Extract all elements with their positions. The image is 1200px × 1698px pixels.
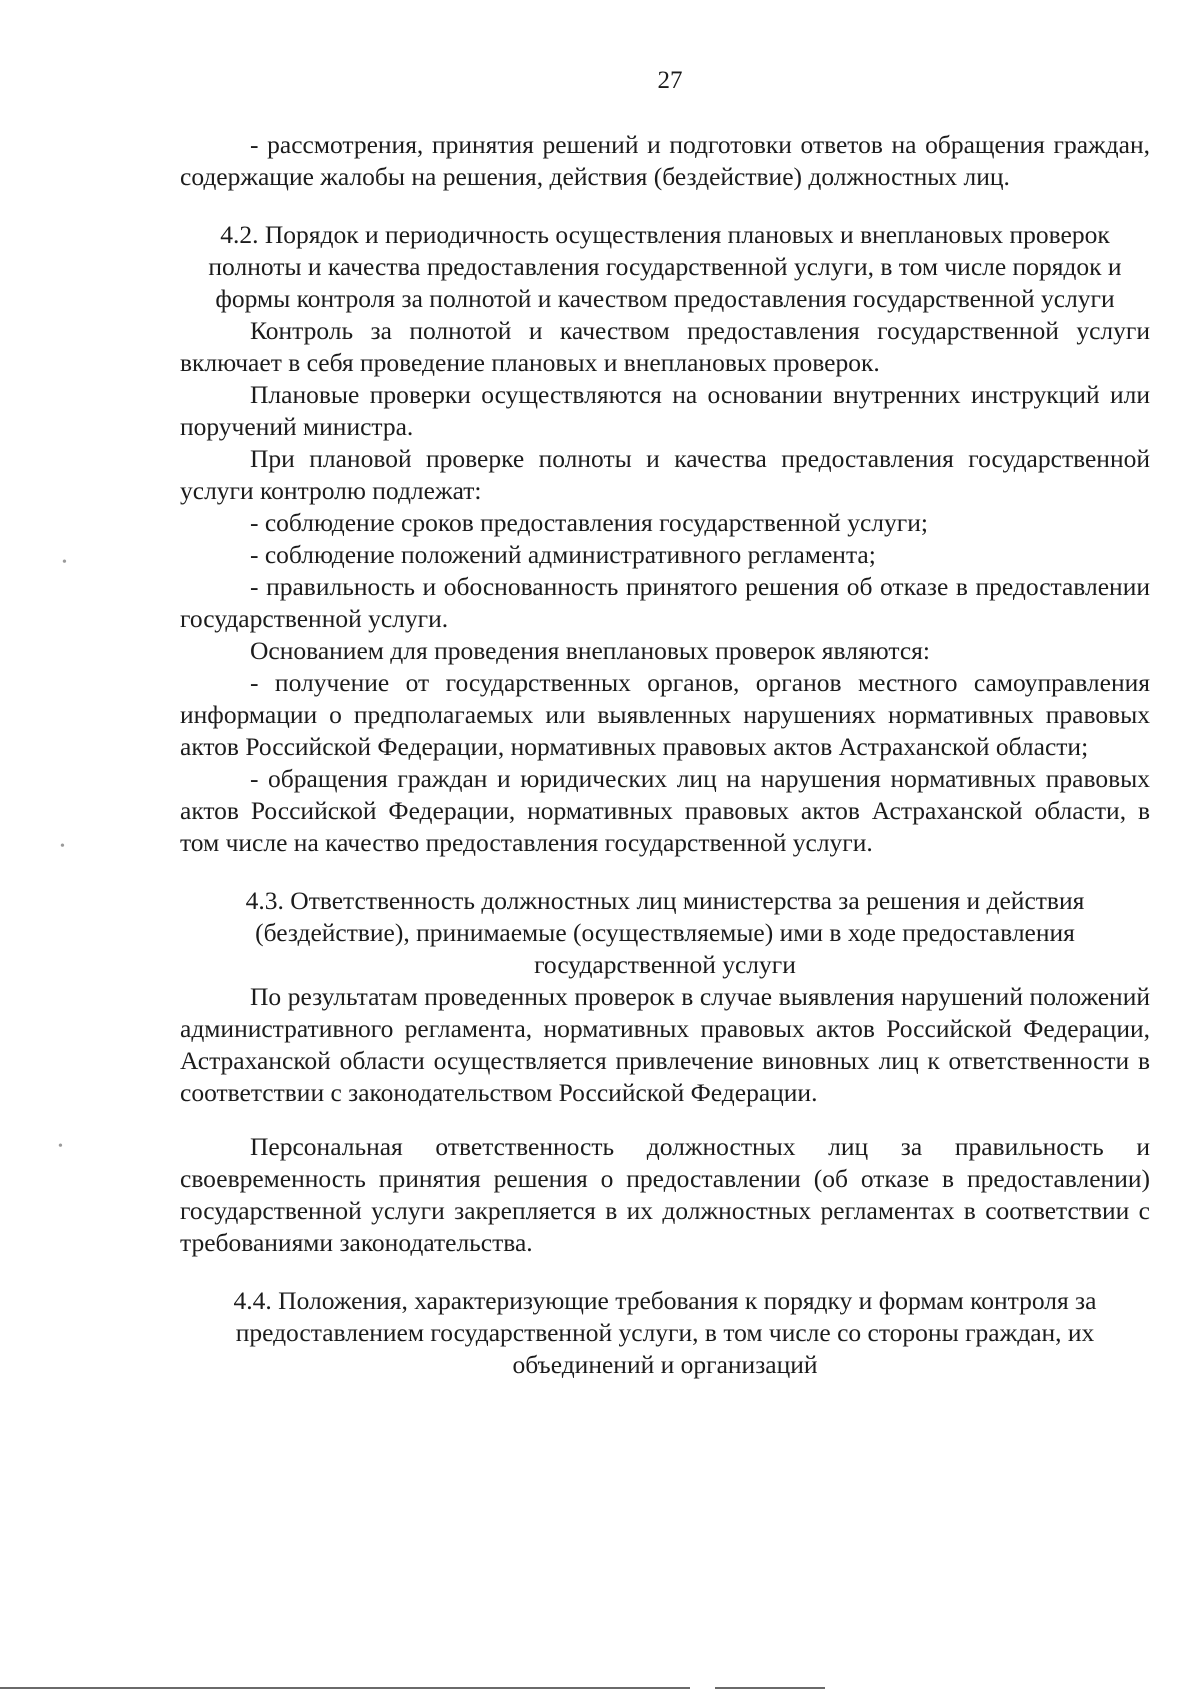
spacer [180,1109,1150,1131]
scan-speck-mark: • [58,1139,63,1154]
paragraph-list-item-appeals: - рассмотрения, принятия решений и подготовки ответов на обращения граждан, содержащие жалобы на решения, действия (бездействие) должностных лиц. [180,130,1150,191]
section-heading-4-3: 4.3. Ответственность должностных лиц министерства за решения и действия (бездействие), принимаемые (осуществляемые) ими в ходе предоставления государственной услуги [245,886,1085,979]
paragraph-unplanned-grounds: Основанием для проведения внеплановых проверок являются: [250,636,930,665]
spacer [180,193,1150,219]
list-item-deadlines: - соблюдение сроков предоставления государственной услуги; [250,508,928,537]
page-number: 27 [657,67,683,94]
paragraph-personal-responsibility: Персональная ответственность должностных лиц за правильность и своевременность принятия решения о предоставлении (об отказе в предоставлении) государственной услуги закрепляется в их должностных регламентах в соответствии с требованиями законодательства. [180,1132,1150,1257]
paragraph-planned-check-subjects: При плановой проверке полноты и качества предоставления государственной услуги контролю подлежат: [180,444,1150,505]
list-item-authority-information: - получение от государственных органов, органов местного самоуправления информации о предполагаемых или выявленных нарушениях нормативных правовых актов Российской Федерации, нормативных правовых актов Астраханской области; [180,668,1150,761]
scan-bottom-edge-line [715,1687,825,1689]
list-item-citizen-appeals: - обращения граждан и юридических лиц на нарушения нормативных правовых актов Российской Федерации, нормативных правовых актов Астраханской области, в том числе на качество предоставления государственной услуги. [180,764,1150,857]
paragraph-planned-checks: Плановые проверки осуществляются на основании внутренних инструкций или поручений министра. [180,380,1150,441]
list-item-regulation-compliance: - соблюдение положений административного регламента; [250,540,876,569]
document-body [180,129,1150,1381]
section-heading-4-4: 4.4. Положения, характеризующие требования к порядку и формам контроля за предоставлением государственной услуги, в том числе со стороны граждан, их объединений и организаций [233,1286,1097,1379]
scan-bottom-edge-line [0,1687,690,1689]
scan-speck-mark: • [60,839,65,854]
section-heading-4-2: 4.2. Порядок и периодичность осуществления плановых и внеплановых проверок полноты и качества предоставления государственной услуги, в том числе порядок и формы контроля за полнотой и качеством предоставления государственной услуги [208,220,1122,313]
paragraph-violations-liability: По результатам проведенных проверок в случае выявления нарушений положений административного регламента, нормативных правовых актов Российской Федерации, Астраханской области осуществляется привлечение виновных лиц к ответственности в соответствии с законодательством Российской Федерации. [180,982,1150,1107]
scan-speck-mark: • [62,555,67,570]
paragraph-control-scope: Контроль за полнотой и качеством предоставления государственной услуги включает в себя проведение плановых и внеплановых проверок. [180,316,1150,377]
spacer [180,859,1150,885]
list-item-refusal-validity: - правильность и обоснованность принятого решения об отказе в предоставлении государственной услуги. [180,572,1150,633]
spacer [180,1259,1150,1285]
